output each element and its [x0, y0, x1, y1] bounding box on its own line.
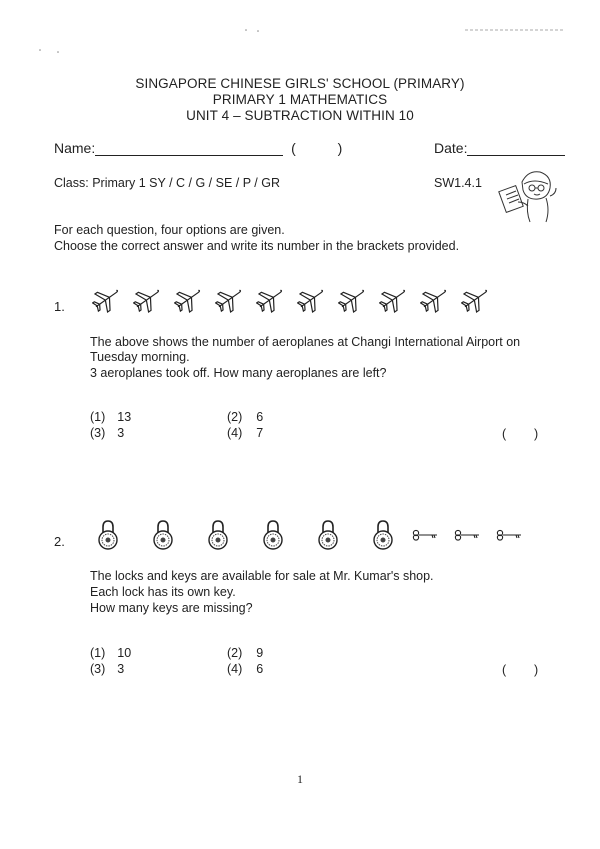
- question-1-option-2[interactable]: [227, 410, 263, 424]
- aeroplane-icon: [297, 284, 327, 314]
- key-icon: [454, 528, 482, 542]
- option-value: 9: [256, 646, 264, 660]
- lock-icon: [152, 519, 174, 551]
- aeroplane-icon: [174, 284, 204, 314]
- girl-holding-paper-icon: [494, 168, 562, 224]
- question-1-text-2: Tuesday morning.: [90, 350, 190, 364]
- unit-title: UNIT 4 – SUBTRACTION WITHIN 10: [186, 108, 414, 123]
- aeroplane-icon: [461, 284, 491, 314]
- question-1-option-1[interactable]: [90, 410, 131, 424]
- question-1-text-3: 3 aeroplanes took off. How many aeroplanes are left?: [90, 366, 387, 380]
- question-2-text-3: How many keys are missing?: [90, 601, 253, 615]
- register-paren-open: (: [291, 140, 296, 156]
- option-label: (3): [90, 426, 106, 440]
- lock-icon: [317, 519, 339, 551]
- question-1-option-3[interactable]: [90, 426, 124, 440]
- question-2-option-4[interactable]: [227, 662, 263, 676]
- aeroplane-icon: [133, 284, 163, 314]
- name-field[interactable]: [95, 141, 283, 156]
- date-field[interactable]: [467, 141, 565, 156]
- name-label: Name:: [54, 140, 96, 156]
- option-label: (2): [227, 410, 243, 424]
- option-label: (1): [90, 410, 106, 424]
- option-value: 6: [256, 410, 264, 424]
- aeroplane-icon: [256, 284, 286, 314]
- register-paren-close: ): [337, 140, 343, 156]
- key-icon: [412, 528, 440, 542]
- option-value: 7: [256, 426, 264, 440]
- question-2-number: 2.: [54, 534, 65, 549]
- question-2-text-1: The locks and keys are available for sale at Mr. Kumar's shop.: [90, 569, 434, 583]
- instruction-line-2: Choose the correct answer and write its number in the brackets provided.: [54, 239, 460, 253]
- option-label: (4): [227, 426, 243, 440]
- question-2-text-2: Each lock has its own key.: [90, 585, 236, 599]
- class-label: Class: Primary 1 SY / C / G / SE / P / GR: [54, 176, 280, 190]
- question-1-text-1: The above shows the number of aeroplanes at Changi International Airport on: [90, 335, 521, 349]
- date-row: [434, 140, 565, 156]
- aeroplane-icon: [420, 284, 450, 314]
- option-value: 10: [117, 646, 132, 660]
- option-label: (3): [90, 662, 106, 676]
- option-value: 13: [117, 410, 132, 424]
- worksheet-code: SW1.4.1: [434, 176, 482, 190]
- lock-row: [97, 519, 394, 551]
- option-value: 3: [117, 662, 125, 676]
- option-label: (4): [227, 662, 243, 676]
- key-row: [412, 528, 524, 542]
- lock-icon: [262, 519, 284, 551]
- option-value: 3: [117, 426, 125, 440]
- aeroplane-row: [92, 284, 491, 314]
- subject-title: PRIMARY 1 MATHEMATICS: [212, 92, 388, 107]
- page-number: 1: [297, 772, 303, 786]
- lock-icon: [207, 519, 229, 551]
- instruction-line-1: For each question, four options are given.: [54, 223, 285, 237]
- question-1-number: 1.: [54, 299, 65, 314]
- lock-icon: [372, 519, 394, 551]
- question-2-answer-bracket[interactable]: ( ): [502, 663, 539, 677]
- question-2-option-2[interactable]: [227, 646, 263, 660]
- name-row: [54, 140, 342, 156]
- question-1-option-4[interactable]: [227, 426, 263, 440]
- key-icon: [496, 528, 524, 542]
- scan-specks: [0, 0, 600, 60]
- lock-icon: [97, 519, 119, 551]
- school-title: SINGAPORE CHINESE GIRLS' SCHOOL (PRIMARY): [135, 76, 465, 91]
- aeroplane-icon: [215, 284, 245, 314]
- option-label: (2): [227, 646, 243, 660]
- aeroplane-icon: [92, 284, 122, 314]
- question-2-option-1[interactable]: [90, 646, 131, 660]
- option-value: 6: [256, 662, 264, 676]
- question-1-answer-bracket[interactable]: ( ): [502, 427, 539, 441]
- date-label: Date:: [434, 140, 468, 156]
- aeroplane-icon: [379, 284, 409, 314]
- option-label: (1): [90, 646, 106, 660]
- question-2-option-3[interactable]: [90, 662, 124, 676]
- aeroplane-icon: [338, 284, 368, 314]
